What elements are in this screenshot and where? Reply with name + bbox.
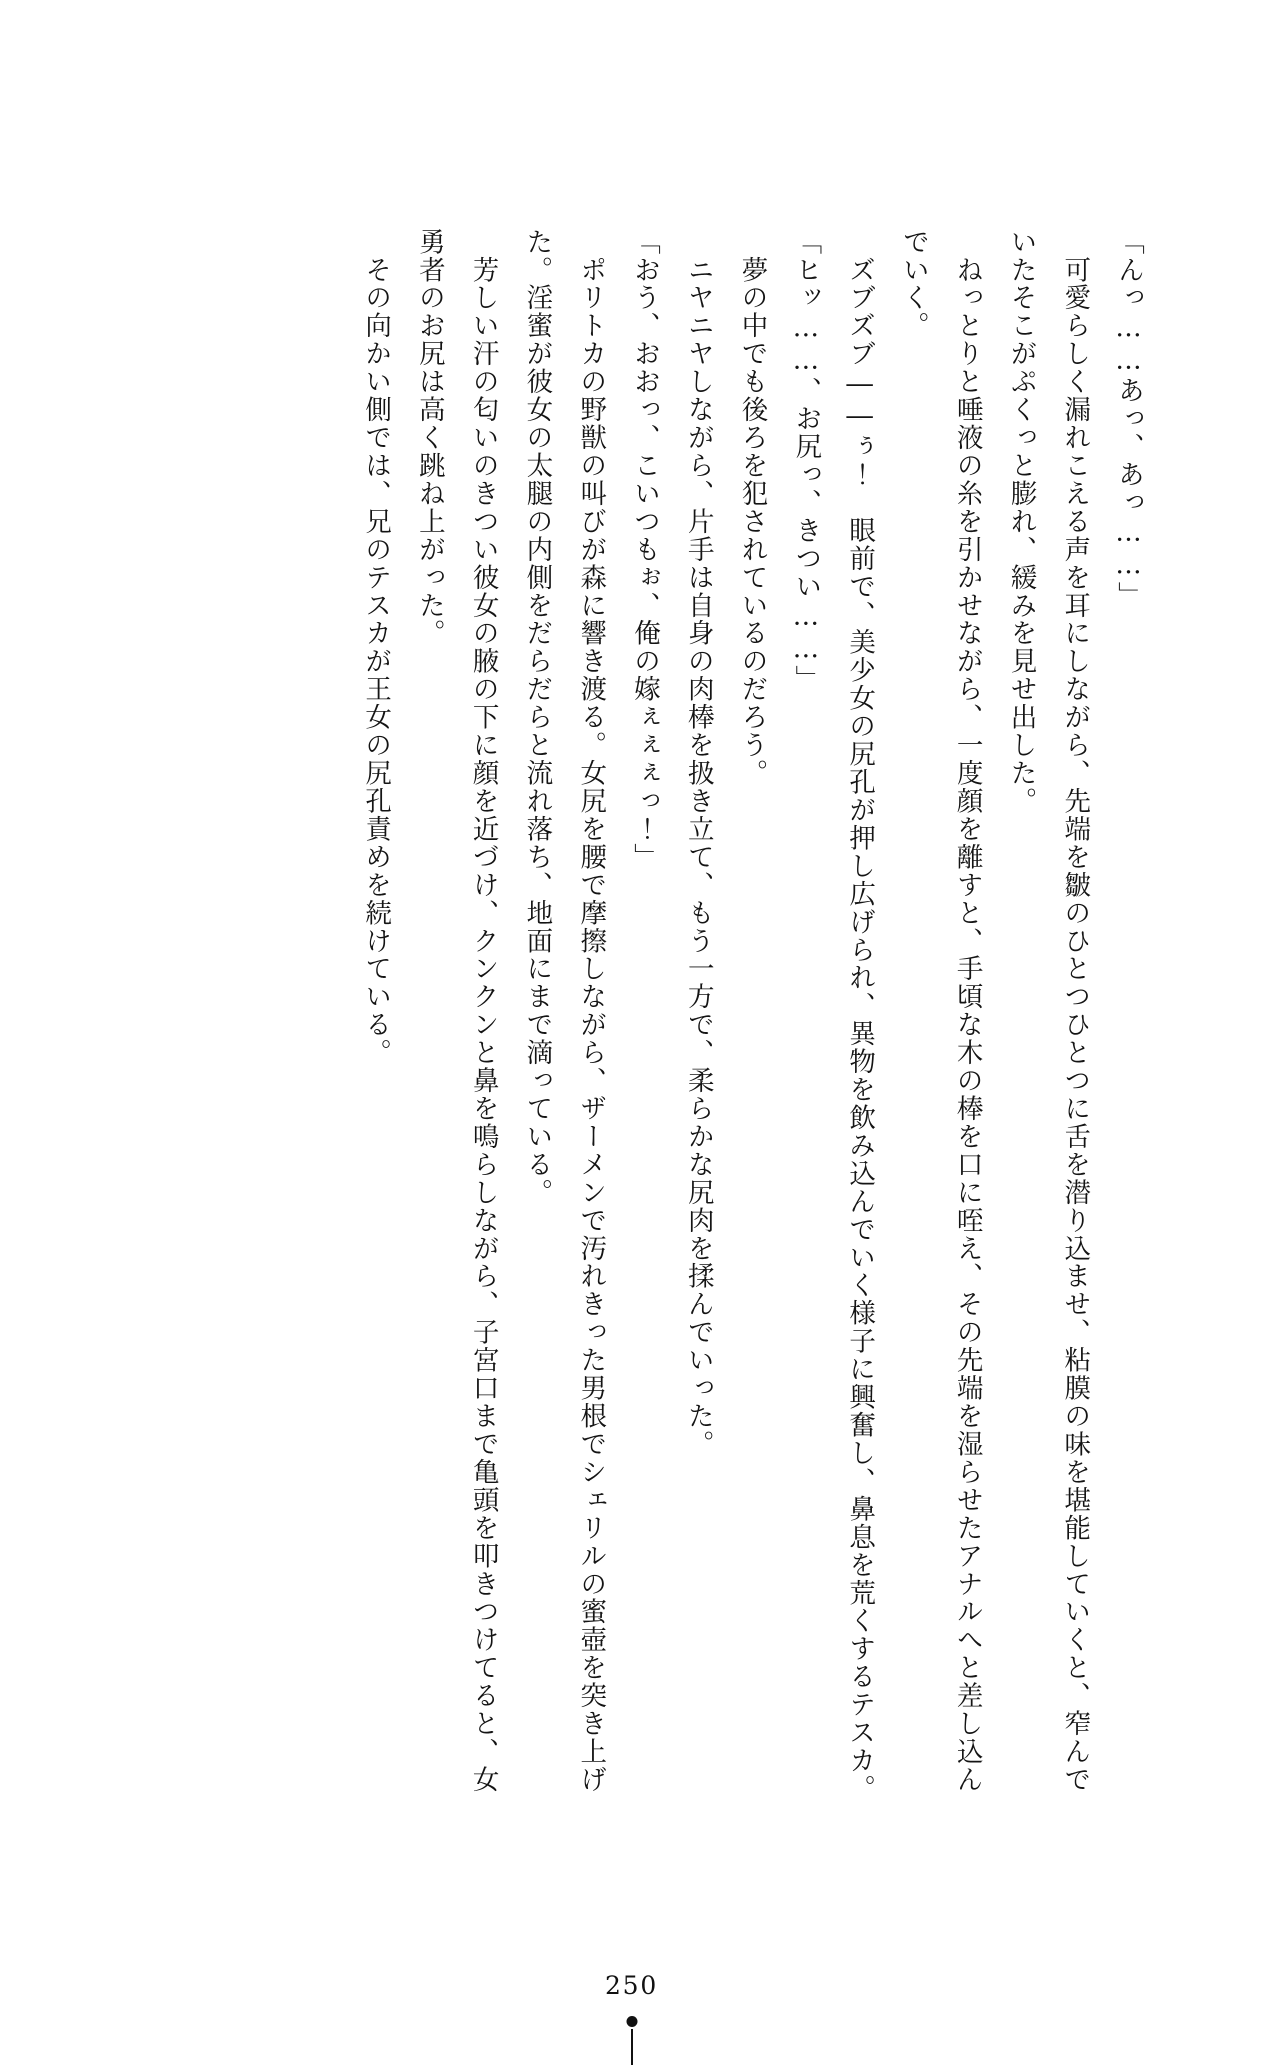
- footer-dot-icon: [626, 2016, 637, 2027]
- footer-mark-icon: [619, 2016, 645, 2066]
- paragraph: ニヤニヤしながら、片手は自身の肉棒を扱き立て、もう一方で、柔らかな尻肉を揉んでいった。: [682, 228, 714, 1459]
- paragraph: その向かい側では、兄のテスカが王女の尻孔責めを続けている。: [360, 228, 392, 1067]
- paragraph: 「おう、おおっ、こいつもぉ、俺の嫁ぇぇぇっ！」: [628, 228, 660, 872]
- footer-rule-icon: [631, 2029, 633, 2065]
- paragraph: ズブズブ――ぅ！ 眼前で、美少女の尻孔が押し広げられ、異物を飲み込んでいく様子に興奮し、鼻息を荒くするテスカ。: [844, 228, 876, 1803]
- body-text: [95, 228, 1155, 1808]
- paragraph: 「んっ……あっ、あっ……」: [1113, 228, 1144, 610]
- paragraph: ポリトカの野獣の叫びが森に響き渡る。女尻を腰で摩擦しながら、ザーメンで汚れきった男根でシェリルの蜜壺を突き上げた。淫蜜が彼女の太腿の内側をだらだらと流れ落ち、地面にまで滴っている。: [521, 228, 607, 1794]
- paragraph: 芳しい汗の匂いのきつい彼女の腋の下に顔を近づけ、クンクンと鼻を鳴らしながら、子宮口まで亀頭を叩きつけてると、女勇者のお尻は高く跳ね上がった。: [413, 228, 499, 1794]
- page-number: 250: [605, 1971, 658, 2000]
- paragraph: ねっとりと唾液の糸を引かせながら、一度顔を離すと、手頃な木の棒を口に咥え、その先端を湿らせたアナルへと差し込んでいく。: [897, 228, 983, 1794]
- paragraph: 可愛らしく漏れこえる声を耳にしながら、先端を皺のひとつひとつに舌を潜り込ませ、粘膜の味を堪能していくと、窄んでいたそこがぷくっと膨れ、緩みを見せ出した。: [1005, 228, 1091, 1794]
- paragraph: 「ヒッ……、お尻っ、きつい……」: [790, 228, 822, 694]
- paragraph: 夢の中でも後ろを犯されているのだろう。: [736, 228, 768, 788]
